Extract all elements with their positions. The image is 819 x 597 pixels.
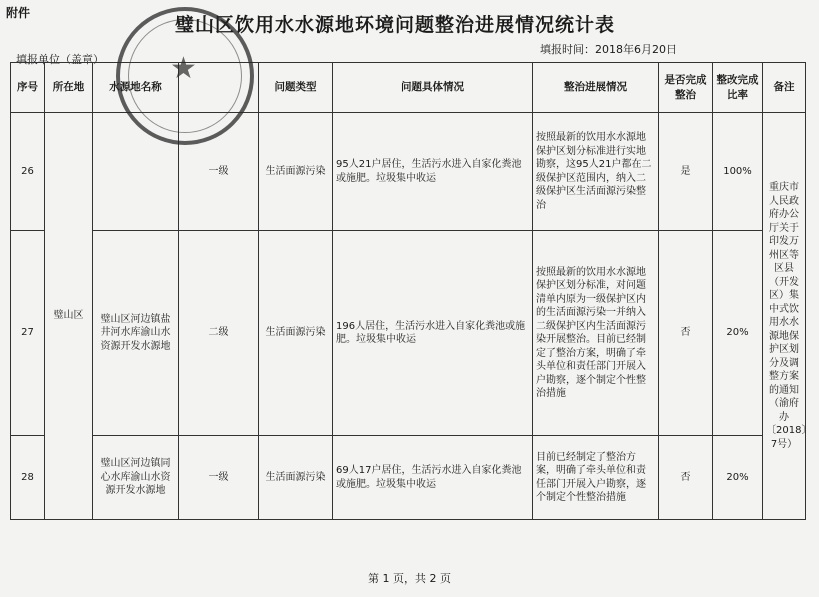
progress-cell: 按照最新的饮用水水源地保护区划分标准进行实地勘察，这95人21户都在二级保护区范围内，纳入二级保护区生活面源污染整治 [533,113,659,231]
column-header: 序号 [11,63,45,113]
column-header: 问题类型 [259,63,333,113]
ratio-cell: 20% [713,231,763,436]
column-header: 整改完成比率 [713,63,763,113]
ratio-cell: 100% [713,113,763,231]
column-header: 水源地名称 [93,63,179,113]
row-number: 27 [11,231,45,436]
remark-cell: 重庆市人民政府办公厅关于印发万州区等区县（开发区）集中式饮用水水源地保护区划分及调整方案的通知（渝府办〔2018〕7号） [763,113,806,520]
progress-cell: 按照最新的饮用水水源地保护区划分标准，对问题清单内原为一级保护区内的生活面源污染一并纳入二级保护区内生活面源污染开展整治。目前已经制定了整治方案，明确了牵头单位和责任部门开展入户勘察，逐个制定个性整治措施 [533,231,659,436]
column-header: 问题具体情况 [333,63,533,113]
page-title: 璧山区饮用水水源地环境问题整治进展情况统计表 [175,14,616,36]
issue-cell: 196人居住，生活污水进入自家化粪池或施肥。垃圾集中收运 [333,231,533,436]
level-cell: 一级 [179,113,259,231]
category-cell: 生活面源污染 [259,113,333,231]
column-header: 所在地 [45,63,93,113]
row-number: 26 [11,113,45,231]
issue-cell: 69人17户居住，生活污水进入自家化粪池或施肥。垃圾集中收运 [333,436,533,520]
source-cell: 璧山区河边镇同心水库渝山水资源开发水源地 [93,436,179,520]
fill-unit-label: 填报单位（盖章） [16,53,104,66]
column-header: 整治进展情况 [533,63,659,113]
done-cell: 否 [659,231,713,436]
official-seal [116,7,254,145]
column-header: 备注 [763,63,806,113]
progress-cell: 目前已经制定了整治方案，明确了牵头单位和责任部门开展入户勘察，逐个制定个性整治措施 [533,436,659,520]
row-number: 28 [11,436,45,520]
done-cell: 是 [659,113,713,231]
done-cell: 否 [659,436,713,520]
category-cell: 生活面源污染 [259,436,333,520]
star-icon: ★ [170,51,197,86]
column-header: 是否完成整治 [659,63,713,113]
attachment-label: 附件 [6,6,31,20]
table-row [11,436,806,520]
category-cell: 生活面源污染 [259,231,333,436]
table-row [11,113,806,231]
issue-cell: 95人21户居住，生活污水进入自家化粪池或施肥。垃圾集中收运 [333,113,533,231]
level-cell: 一级 [179,436,259,520]
page-number: 第 1 页，共 2 页 [368,572,451,585]
ratio-cell: 20% [713,436,763,520]
source-cell: 璧山区河边镇盐井河水库渝山水资源开发水源地 [93,231,179,436]
fill-date: 填报时间：2018年6月20日 [540,43,677,56]
progress-table [10,62,812,520]
level-cell: 二级 [179,231,259,436]
location-cell: 璧山区 [45,113,93,520]
table-row [11,231,806,436]
